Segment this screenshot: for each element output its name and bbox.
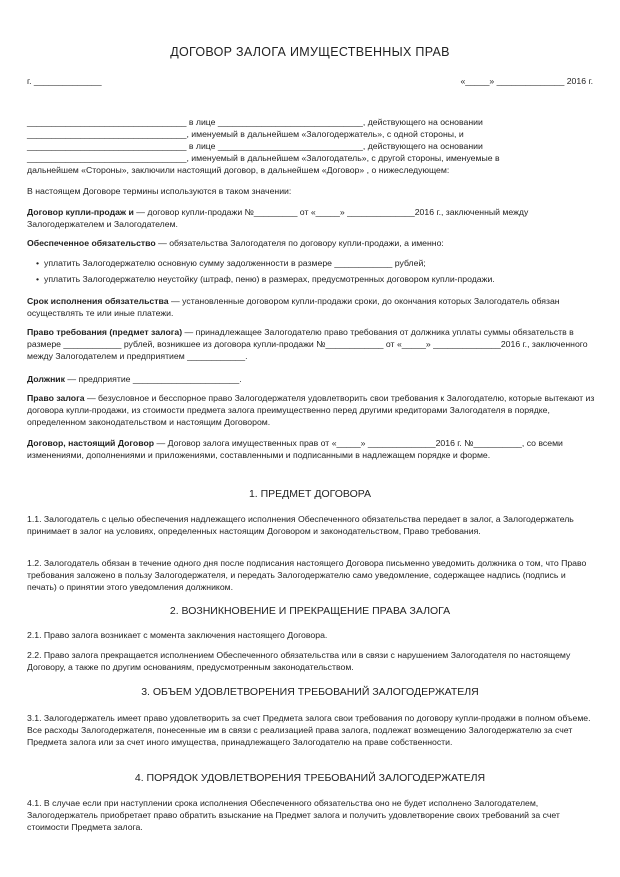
- bullet-item: • уплатить Залогодержателю неустойку (штраф, пеню) в размерах, предусмотренных договором купли-продажи.: [44, 273, 495, 285]
- term-sales-contract: [27, 206, 597, 230]
- parties-line-5: дальнейшем «Стороны», заключили настоящий договор, в дальнейшем «Договор» , о нижеследующем:: [27, 165, 450, 175]
- term-this-contract: [27, 437, 597, 461]
- parties-line-4: _________________________________, именуемый в дальнейшем «Залогодатель», с другой стороны, именуемые в: [27, 153, 500, 163]
- term-due-date: [27, 295, 597, 319]
- document-title: ДОГОВОР ЗАЛОГА ИМУЩЕСТВЕННЫХ ПРАВ: [170, 45, 450, 59]
- parties-line-2: _________________________________, именуемый в дальнейшем «Залогодержатель», с одной стороны, и: [27, 129, 464, 139]
- city-line: г. ______________: [27, 76, 102, 86]
- term-label: Срок исполнения обязательства: [27, 296, 169, 306]
- term-text: — обязательства Залогодателя по договору купли-продажи, а именно:: [155, 238, 444, 248]
- section-heading-4: 4. ПОРЯДОК УДОВЛЕТВОРЕНИЯ ТРЕБОВАНИЙ ЗАЛОГОДЕРЖАТЕЛЯ: [134, 772, 486, 784]
- parties-line-3: _________________________________ в лице ______________________________, действующего на основании: [27, 141, 483, 151]
- term-label: Договор, настоящий Договор: [27, 438, 155, 448]
- term-label: Договор купли-продаж и: [27, 207, 134, 217]
- date-line: «_____» ______________ 2016 г.: [460, 76, 593, 86]
- section-heading-3: 3. ОБЪЕМ УДОВЛЕТВОРЕНИЯ ТРЕБОВАНИЙ ЗАЛОГОДЕРЖАТЕЛЯ: [141, 686, 479, 698]
- bullet-item: • уплатить Залогодержателю основную сумму задолженности в размере ____________ рублей;: [44, 257, 426, 269]
- term-text: — принадлежащее Залогодателю право требования от должника уплаты суммы обязательств в размере ____________ рублей, возникшее из договора купли-продажи №____________ от «_____» ______________2016 г., заключенного между Залогодателем и предприятием ____________.: [27, 327, 588, 362]
- term-text: — установленные договором купли-продажи сроки, до окончания которых Залогодатель обязан осуществлять те или иные платежи.: [27, 296, 560, 319]
- clause-4-1: 4.1. В случае если при наступлении срока исполнения Обеспеченного обязательства оно не будет исполнено Залогодателем, Залогодержатель приобретает право обратить взыскание на Предмет залога и получить удовлетворение своих требований за счет стоимости Предмета залога.: [27, 798, 560, 833]
- term-text: — договор купли-продажи №_________ от «_____» ______________2016 г., заключенный между Залогодержателем и Залогодателем.: [27, 207, 529, 230]
- parties-line-1: _________________________________ в лице ______________________________, действующего на основании: [27, 117, 483, 127]
- term-text: — безусловное и бесспорное право Залогодержателя удовлетворить свои требования к Залогодателю, которые вытекают из договора купли-продажи, из стоимости предмета залога преимущественно перед другими кредиторами Залогодателя в порядке, определенном законодательством и настоящим Договором.: [27, 393, 595, 428]
- term-claim-right: [27, 326, 597, 363]
- clause-2-2: 2.2. Право залога прекращается исполнением Обеспеченного обязательства или в связи с нарушением Залогодателя по настоящему Договору, а также по другим основаниям, предусмотренным законодательством.: [27, 650, 571, 673]
- clause-1-2: 1.2. Залогодатель обязан в течение одного дня после подписания настоящего Договора письменно уведомить должника о том, что Право требования заложено в пользу Залогодержателя, и передать Залогодержателю само уведомление, содержащее надпись (подпись и печать) о принятии этого уведомления должником.: [27, 558, 587, 593]
- term-text: — предприятие ______________________.: [65, 374, 242, 384]
- clause-3-1: 3.1. Залогодержатель имеет право удовлетворить за счет Предмета залога свои требования по договору купли-продажи в полном объеме. Все расходы Залогодержателя, понесенные им в связи с реализацией права залога, подлежат возмещению Залогодержателю за счет Предмета залога или за счет иного имущества, принадлежащего Залогодателю на праве собственности.: [27, 713, 591, 748]
- term-label: Должник: [27, 374, 65, 384]
- term-pledge-right: [27, 392, 597, 429]
- clause-2-1: 2.1. Право залога возникает с момента заключения настоящего Договора.: [27, 630, 328, 640]
- section-heading-1: 1. ПРЕДМЕТ ДОГОВОРА: [248, 488, 372, 500]
- clause-1-1: 1.1. Залогодатель с целью обеспечения надлежащего исполнения Обеспеченного обязательства передает в залог, а Залогодержатель принимает в залог на условиях, определенных настоящим Договором и законодательством, Право требования.: [27, 514, 574, 537]
- term-label: Право залога: [27, 393, 85, 403]
- term-secured-obligation: [27, 237, 597, 249]
- term-debtor: [27, 373, 597, 385]
- term-label: Право требования (предмет залога): [27, 327, 183, 337]
- terms-intro: В настоящем Договоре термины используются в таком значении:: [27, 186, 292, 196]
- term-text: — Договор залога имущественных прав от «_____» ______________2016 г. №__________, со всеми изменениями, дополнениями и приложениями, составленными и подписанными в надлежащем порядке и форме.: [27, 438, 563, 461]
- section-heading-2: 2. ВОЗНИКНОВЕНИЕ И ПРЕКРАЩЕНИЕ ПРАВА ЗАЛОГА: [169, 605, 451, 617]
- term-label: Обеспеченное обязательство: [27, 238, 156, 248]
